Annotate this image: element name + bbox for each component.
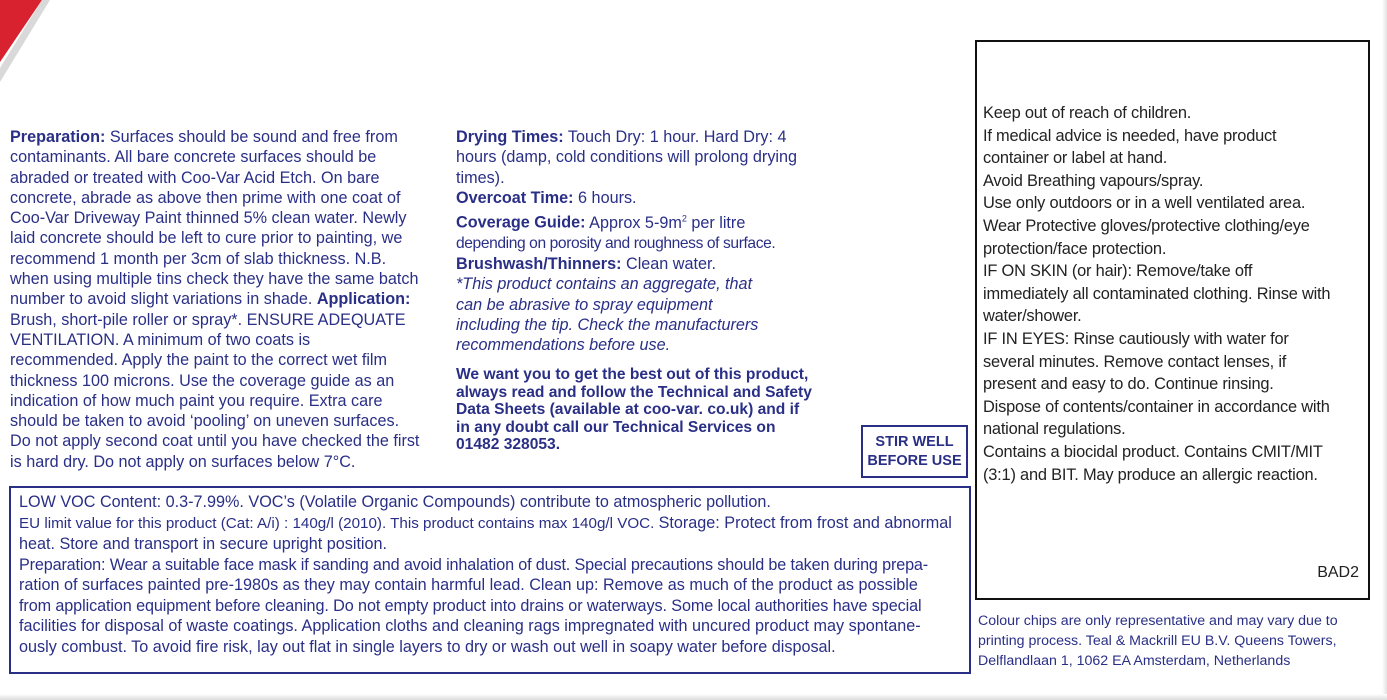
cleanup-line-3: ously combust. To avoid fire risk, lay out flat in single layers to dry or wash out well in soapy water before disposal. <box>19 637 836 656</box>
coverage-text: Approx $5-9m^2$ per litre <box>585 213 746 232</box>
hazard-line: water/shower. <box>983 307 1082 326</box>
instructions-column-2 <box>456 127 806 356</box>
application-text: Brush, short-pile roller or spray*. ENSURE ADEQUATE VENTILATION. A minimum of two coats is recommended. Apply the paint to the correct wet film thickness 100 microns. Use the coverage guide as an indication of how much paint you require. Extra care should be taken to avoid ‘pooling’ on uneven surfaces. Do not apply second coat until you have checked the first is hard dry. Do not apply on surfaces below 7°C. <box>10 310 420 471</box>
hazard-line: national regulations. <box>983 420 1126 439</box>
voc-limit-line: EU limit value for this product (Cat: A/i) : 140g/l (2010). This product contains max 140g/l VOC. Storage: Protect from frost and abnormal <box>19 513 952 532</box>
preparation-label: Preparation: <box>10 128 106 146</box>
hazard-line: IF ON SKIN (or hair): Remove/take off <box>983 262 1253 281</box>
overcoat-label: Overcoat Time: <box>456 188 574 207</box>
disclaimer-line-2: printing process. Teal & Mackrill EU B.V. Queens Towers, <box>978 633 1337 649</box>
stir-well-badge <box>861 425 968 478</box>
instructions-column-1 <box>10 127 422 472</box>
brushwash-label: Brushwash/Thinners: <box>456 255 622 274</box>
hazard-statement-box <box>975 40 1370 600</box>
hazard-line: present and easy to do. Continue rinsing. <box>983 375 1274 394</box>
coverage-text-cont: depending on porosity and roughness of surface. <box>456 234 776 252</box>
cleanup-line-2: facilities for disposal of waste coatings. Application cloths and cleaning rags impregnated with uncured product may spontane- <box>19 617 921 635</box>
preparation-safety-line-2: ration of surfaces painted pre-1980s as they may contain harmful lead. Clean up: Remove as much of the product as possible <box>19 576 918 594</box>
cleanup-line-1: from application equipment before cleaning. Do not empty product into drains or waterways. Some local authorities have special <box>19 596 922 615</box>
bottom-edge-shade <box>0 694 1387 700</box>
hazard-line: Dispose of contents/container in accordance with <box>983 397 1330 416</box>
coverage-label: Coverage Guide: <box>456 213 586 232</box>
preparation-safety-line-1: Preparation: Wear a suitable face mask if sanding and avoid inhalation of dust. Special precautions should be taken during prepa- <box>19 555 929 574</box>
aggregate-note: *This product contains an aggregate, that can be abrasive to spray equipment including the tip. Check the manufacturers recommendations before use. <box>456 275 759 355</box>
voc-safety-box <box>9 486 971 674</box>
hazard-line: Keep out of reach of children. <box>983 104 1192 122</box>
hazard-line: container or label at hand. <box>983 149 1168 168</box>
hazard-line: Avoid Breathing vapours/spray. <box>983 171 1204 190</box>
technical-support-notice: We want you to get the best out of this product, always read and follow the Technical and Safety Data Sheets (available at coo-var. co.uk) and if in any doubt call our Technical Services on 01482 328053. <box>456 366 812 454</box>
voc-content-line: LOW VOC Content: 0.3-7.99%. VOC’s (Volatile Organic Compounds) contribute to atmospheric pollution. <box>19 493 771 511</box>
overcoat-text: 6 hours. <box>573 188 637 207</box>
hazard-line: If medical advice is needed, have product <box>983 126 1277 145</box>
drying-times-text: Touch Dry: 1 hour. Hard Dry: 4 hours (damp, cold conditions will prolong drying times). <box>456 128 798 187</box>
right-edge-shade <box>1382 0 1387 700</box>
hazard-line: Contains a biocidal product. Contains CMIT/MIT <box>983 442 1323 461</box>
disclaimer-line-3: Delflandlaan 1, 1062 EA Amsterdam, Netherlands <box>978 653 1291 669</box>
preparation-text: Surfaces should be sound and free from contaminants. All bare concrete surfaces should be abraded or treated with Coo-Var Acid Etch. On bare concrete, abrade as above then prime with one coat of Coo-Var Driveway Paint thinned 5% clean water. Newly laid concrete should be left to cure prior to painting, we recommend 1 month per 3cm of slab thickness. N.B. when using multiple tins check they have the same batch number to avoid slight variations in shade. <box>10 128 419 309</box>
disclaimer-line-1: Colour chips are only representative and may vary due to <box>978 613 1338 629</box>
drying-times-label: Drying Times: <box>456 128 564 146</box>
hazard-line: protection/face protection. <box>983 239 1167 258</box>
hazard-line: Wear Protective gloves/protective clothing/eye <box>983 216 1310 235</box>
stir-line-2: BEFORE USE <box>867 452 962 469</box>
corner-stripe-decoration <box>0 0 60 90</box>
storage-line: heat. Store and transport in secure upright position. <box>19 535 388 553</box>
product-code: BAD2 <box>1317 564 1359 581</box>
hazard-line: (3:1) and BIT. May produce an allergic reaction. <box>983 465 1318 484</box>
hazard-line: Use only outdoors or in a well ventilated area. <box>983 194 1306 213</box>
hazard-statements <box>983 102 1353 486</box>
hazard-line: several minutes. Remove contact lenses, if <box>983 352 1287 371</box>
stir-line-1: STIR WELL <box>875 433 954 450</box>
brushwash-text: Clean water. <box>621 255 716 274</box>
application-label: Application: <box>316 290 411 309</box>
hazard-line: immediately all contaminated clothing. Rinse with <box>983 284 1331 303</box>
colour-disclaimer <box>978 611 1358 671</box>
hazard-line: IF IN EYES: Rinse cautiously with water for <box>983 329 1289 348</box>
